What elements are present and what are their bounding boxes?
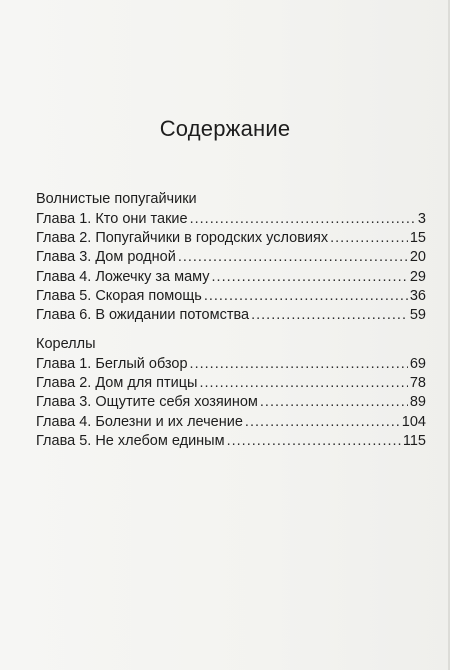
dot-leader [190, 355, 408, 373]
toc-entry [36, 229, 426, 248]
toc-entry-page: 20 [409, 249, 426, 266]
toc-entry-label: Глава 2. Попугайчики в городских условиях [36, 230, 329, 247]
toc-entry [36, 432, 426, 451]
toc-entry-page: 89 [409, 394, 426, 411]
toc-entry-page: 78 [409, 375, 426, 392]
section-heading: Волнистые попугайчики [36, 191, 197, 207]
toc-entry [36, 210, 426, 229]
toc-entry-label: Глава 4. Болезни и их лечение [36, 413, 243, 430]
dot-leader [245, 413, 400, 431]
toc-entry [36, 287, 426, 306]
toc-entry [36, 393, 426, 412]
section-heading: Кореллы [36, 336, 96, 352]
page-title: Содержание [159, 116, 291, 141]
toc-entry-label: Глава 1. Беглый обзор [36, 356, 188, 372]
dot-leader [204, 287, 408, 305]
dot-leader [178, 248, 408, 266]
toc-entry-page: 3 [417, 211, 426, 227]
toc-entry [36, 248, 426, 267]
toc-entry-label: Глава 5. Не хлебом единым [36, 432, 225, 449]
toc-entry-page: 15 [409, 230, 426, 247]
toc-entry-page: 36 [409, 287, 426, 304]
dot-leader [227, 432, 401, 450]
toc-entry [36, 413, 426, 432]
dot-leader [212, 268, 408, 286]
toc-section-cockatiels [36, 335, 426, 451]
toc-entry-page: 29 [409, 268, 426, 285]
toc-section-budgerigars [36, 190, 426, 325]
toc-entry-label: Глава 4. Ложечку за маму [36, 268, 210, 285]
toc-entry [36, 268, 426, 287]
toc-entry-label: Глава 3. Дом родной [36, 249, 176, 266]
toc-entry-label: Глава 3. Ощутите себя хозяином [36, 394, 258, 411]
toc-entry [36, 374, 426, 393]
dot-leader [199, 374, 407, 392]
toc-entry-page: 59 [409, 306, 426, 323]
toc-entry [36, 355, 426, 374]
toc-entry-label: Глава 5. Скорая помощь [36, 287, 202, 304]
toc-entry-page: 115 [402, 432, 426, 449]
dot-leader [190, 210, 416, 228]
dot-leader [330, 229, 408, 247]
dot-leader [260, 393, 408, 411]
dot-leader [251, 306, 408, 324]
toc-entry-label: Глава 1. Кто они такие [36, 211, 188, 227]
toc-entry-page: 69 [409, 356, 426, 372]
toc-entry-label: Глава 2. Дом для птицы [36, 375, 198, 392]
toc-entry-page: 104 [401, 413, 426, 430]
toc-entry [36, 306, 426, 325]
toc-entry-label: Глава 6. В ожидании потомства [36, 306, 250, 323]
